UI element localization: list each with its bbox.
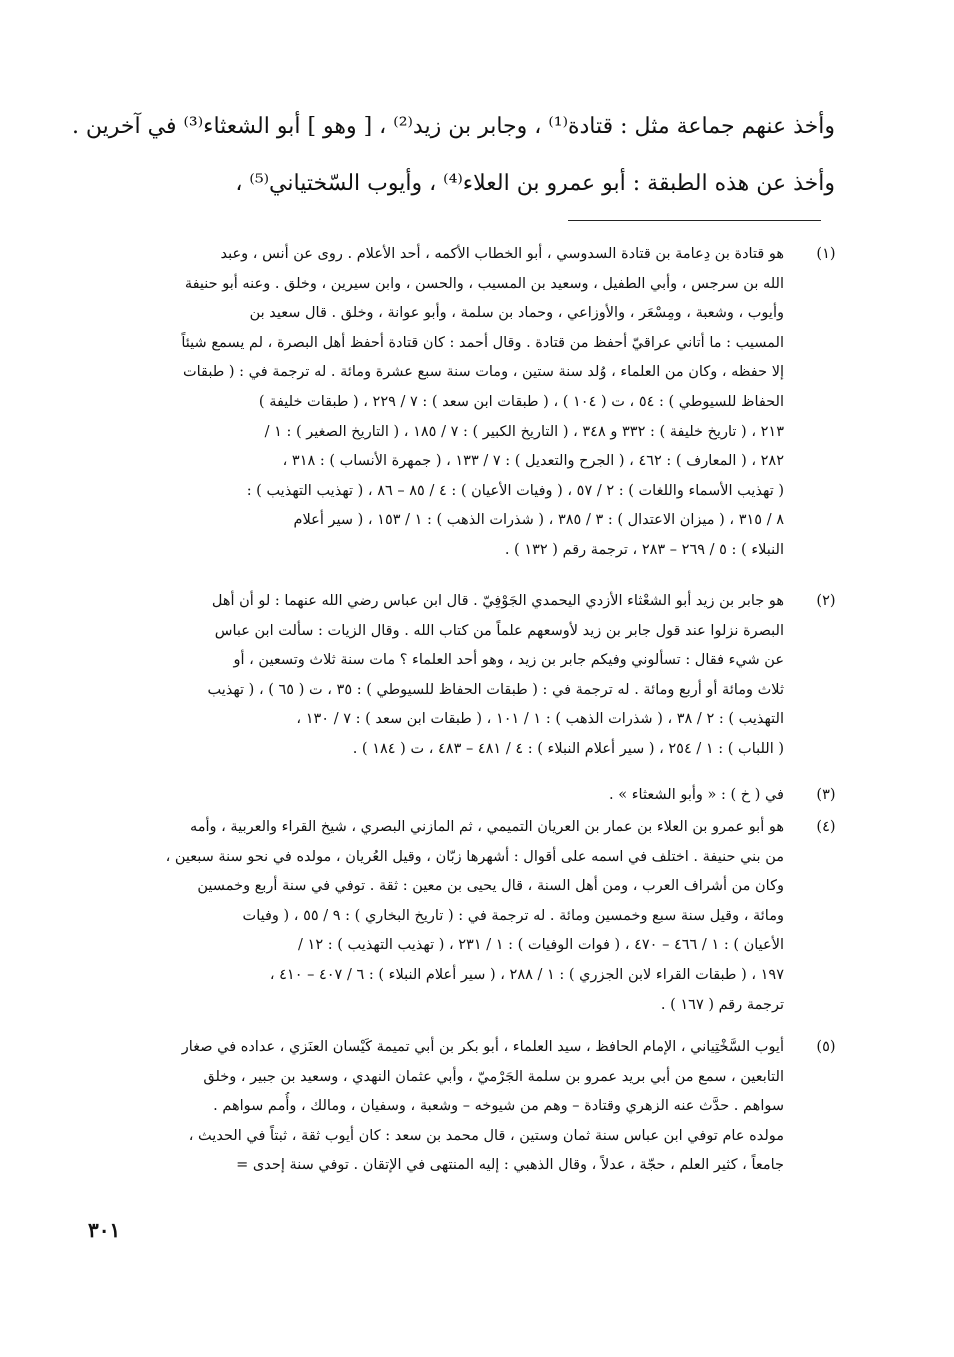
main-text-line: وأخذ عن هذه الطبقة : أبو عمرو بن العلاء⁽⁴⁾ ، وأيوب السّختياني⁽⁵⁾ ، [235, 171, 835, 196]
footnote-number: (١) [816, 246, 836, 262]
footnote-line: أيوب السَّخْتِياني ، الإمام الحافظ ، سيد العلماء ، أبو بكر بن أبي تميمة كَيْسان العنَزي ، عداده في صغار [181, 1039, 784, 1055]
footnote-separator [568, 220, 821, 221]
footnote-line: ٢١٣ ، ( تاريخ خليفة ) : ٣٣٢ و ٣٤٨ ، ( التاريخ الكبير ) : ٧ / ١٨٥ ، ( التاريخ الصغير ) : ١ / [264, 423, 784, 440]
main-text [71, 98, 835, 212]
footnote-line: ١٩٧ ، ( طبقات القراء لابن الجزري ) : ١ / ٢٨٨ ، ( سير أعلام النبلاء ) : ٦ / ٤٠٧ – ٤١٠ ، [269, 966, 784, 983]
footnote-line: الأعيان ) : ١ / ٤٦٦ – ٤٧٠ ، ( فوات الوفيات ) : ١ / ٢٣١ ، ( تهذيب التهذيب ) : ١٢ / [298, 937, 784, 954]
footnote-line: التابعين ، سمع من أبي بريد عمرو بن سلمة الجَرْميّ ، وأبي عثمان النهدي ، وسعيد بن جبير ، وخلق [203, 1068, 784, 1085]
footnote-line: المسيب : ما أتاني عراقيّ أحفظ من قتادة . وقال أحمد : كان قتادة أحفظ أهل البصرة ، لم يسمع شيئاً [181, 334, 784, 351]
page-number: ٣٠١ [88, 1218, 121, 1242]
footnote-text [104, 813, 784, 1020]
footnote-line: ( تهذيب الأسماء واللغات ) : ٢ / ٥٧ ، ( وفيات الأعيان ) : ٤ / ٨٥ – ٨٦ ، ( تهذيب التهذيب ) : [246, 482, 784, 499]
footnote-line: هو أبو عمرو بن العلاء بن عمار بن العريان التميمي ، ثم المازني البصري ، شيخ القراء والعربية ، وأمه [189, 819, 784, 835]
footnote-text [104, 781, 784, 811]
footnote-line: ٢٨٢ ، ( المعارف ) : ٤٦٢ ، ( الجرح والتعديل ) : ٧ / ١٣٣ ، ( جمهرة الأنساب ) : ٣١٨ ، [282, 453, 784, 470]
footnote-text [104, 240, 784, 566]
footnote-line: الحفاظ للسيوطي ) : ٥٤ ، ت ( ١٠٤ ) ، ( طبقات ابن سعد ) : ٧ / ٢٢٩ ، ( طبقات خليفة ) [258, 393, 784, 410]
footnote-line: في ( خ ) : « وأبو الشعثاء » . [609, 787, 784, 803]
footnote-line: البصرة نزلوا عند قول جابر بن زيد لأوسعهم علماً من كتاب الله . وقال الزيات : سألت ابن عباس [214, 622, 784, 639]
footnote-line: هو جابر بن زيد أبو الشعْثاء الأزدي اليحمدي الجَوْفِيّ . قال ابن عباس رضي الله عنهما : لو أن أهل [211, 593, 784, 609]
footnote-line: وكان من أشراف العرب ، ومن أهل السنة ، قال يحيى بن معين : ثقة . توفي في سنة أربع وخمسين [197, 878, 784, 895]
footnote-text [104, 587, 784, 765]
footnote-line: ترجمة رقم ( ١٦٧ ) . [660, 996, 784, 1013]
footnote-line: ثلاث ومائة أو أربع ومائة . له ترجمة في : ( طبقات الحفاظ للسيوطي ) : ٣٥ ، ت ( ٦٥ ) ، ( تهذيب [207, 681, 784, 698]
footnote-line: وأيوب ، وشعبة ، ومِسْعَر ، والأوزاعي ، وحماد بن سلمة ، وأبو عوانة ، وخلق . قال سعيد بن [249, 305, 784, 322]
main-text-line: وأخذ عنهم جماعة مثل : قتادة⁽¹⁾ ، وجابر بن زيد⁽²⁾ ، [ وهو ] أبو الشعثاء⁽³⁾ في آخرين . [71, 114, 835, 139]
footnote-line: جامعاً ، كثير العلم ، حجّة ، عدلاً ، وقال الذهبي : إليه المنتهى في الإتقان . توفي سنة إحدى = [236, 1157, 784, 1174]
footnote-line: من بني حنيفة . اختلف في اسمه على أقوال : أشهرها زبّان ، وقيل العُريان ، مولده في نحو سنة سبعين ، [165, 848, 784, 865]
footnote-line: عن شيء فقال : تسألوني وفيكم جابر بن زيد ، وهو أحد العلماء ؟ مات سنة ثلاث وتسعين ، أو [233, 652, 784, 669]
footnote-line: سواهم . حدَّث عنه الزهري وقتادة – وهم من شيوخه – وشعبة ، وسفيان ، ومالك ، وأُمم سواهم . [213, 1098, 784, 1115]
footnote-number: (٥) [816, 1039, 836, 1055]
footnote-line: ٨ / ٣١٥ ، ( ميزان الاعتدال ) : ٣ / ٣٨٥ ، ( شذرات الذهب ) : ١ / ١٥٣ ، ( سير أعلام [293, 512, 784, 529]
footnote-line: التهذيب ) : ٢ / ٣٨ ، ( شذرات الذهب ) : ١ / ١٠١ ، ( طبقات ابن سعد ) : ٧ / ١٣٠ ، [296, 711, 784, 728]
footnote-text [104, 1033, 784, 1181]
footnote-line: مولده عام توفي ابن عباس سنة ثمان وستين ، قال محمد بن سعد : كان أيوب ثقة ، ثبتاً في الحديث ، [188, 1127, 784, 1144]
footnote-line: إلا حفظه ، وكان من العلماء ، وُلد سنة ستين ، ومات سنة سبع عشرة ومائة . له ترجمة في : ( طبقات [182, 364, 784, 381]
footnote-line: الله بن سرجس ، وأبي الطفيل ، وسعيد بن المسيب ، والحسن ، وابن سيرين ، وخلق . وعنه أبو حنيفة [184, 275, 784, 292]
footnote-number: (٤) [816, 819, 836, 835]
footnote-line: ( اللباب ) : ١ / ٢٥٤ ، ( سير أعلام النبلاء ) : ٤ / ٤٨١ – ٤٨٣ ، ت ( ١٨٤ ) . [352, 740, 784, 757]
footnote-line: هو قتادة بن دِعامة بن قتادة السدوسي ، أبو الخطاب الأكمه ، أحد الأعلام . روى عن أنس ، وعبد [220, 246, 784, 262]
footnote-number: (٣) [816, 787, 836, 803]
footnote-line: ومائة ، وقيل سنة سبع وخمسين ومائة . له ترجمة في : ( تاريخ البخاري ) : ٩ / ٥٥ ، ( وفيات [242, 907, 784, 924]
footnote-number: (٢) [816, 593, 836, 609]
footnote-line: النبلاء ) : ٥ / ٢٦٩ – ٢٨٣ ، ترجمة رقم ( ١٣٢ ) . [504, 541, 784, 558]
